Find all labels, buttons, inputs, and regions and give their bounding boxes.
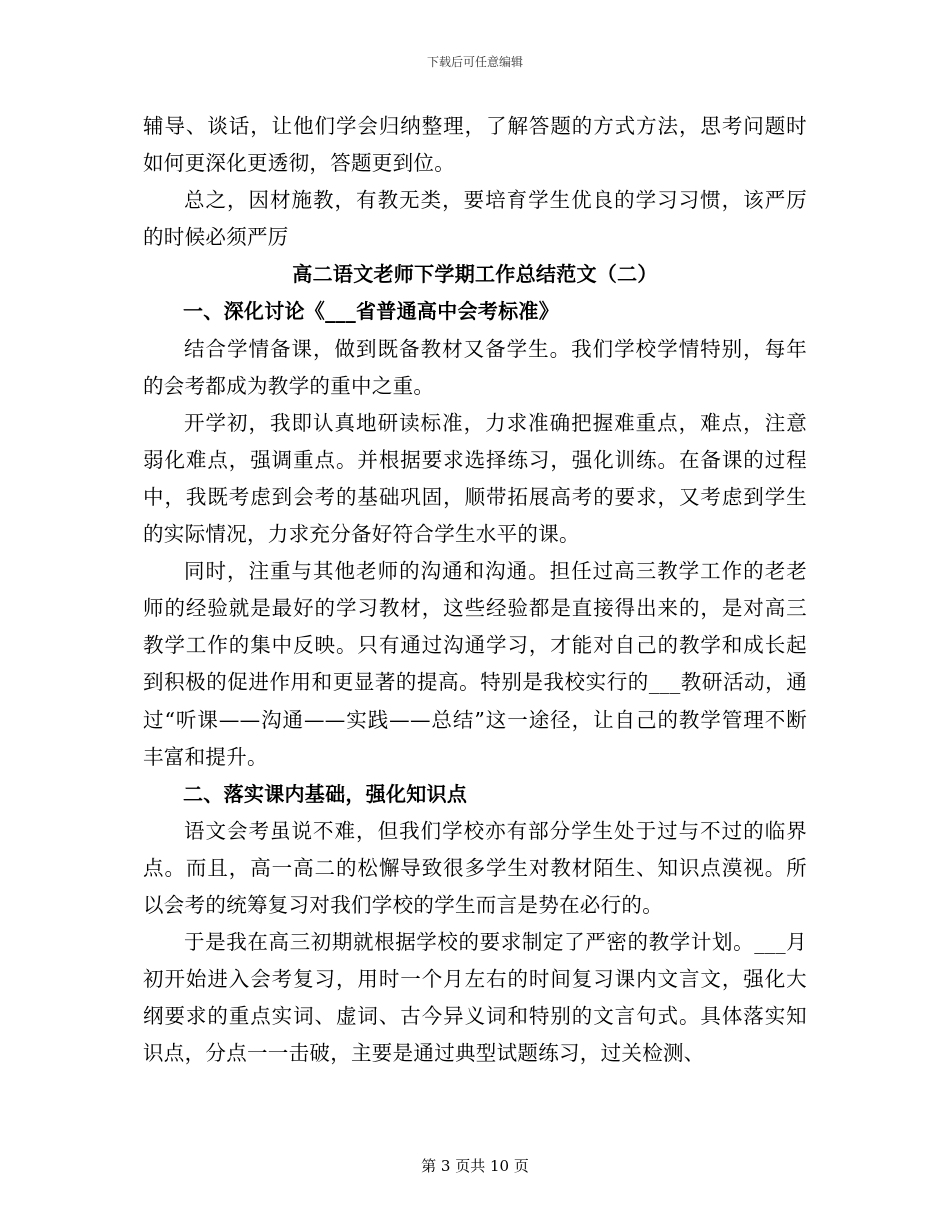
paragraph: 同时，注重与其他老师的沟通和沟通。担任过高三教学工作的老老师的经验就是最好的学习教材，这些经验都是直接得出来的，是对高三教学工作的集中反映。只有通过沟通学习，才能对自己的教学和成长起到积极的促进作用和更显著的提高。特别是我校实行的___教研活动，通过“听课——沟通——实践——总结”这一途径，让自己的教学管理不断丰富和提升。 [143, 559, 807, 769]
paragraph: 辅导、谈话，让他们学会归纳整理，了解答题的方式方法，思考问题时如何更深化更透彻，答题更到位。 [143, 114, 807, 176]
section-title: 高二语文老师下学期工作总结范文（二） [292, 262, 658, 287]
section-heading: 二、落实课内基础，强化知识点 [183, 781, 468, 806]
paragraph: 总之，因材施教，有教无类，要培育学生优良的学习习惯，该严厉的时候必须严厉 [143, 188, 807, 250]
paragraph: 开学初，我即认真地研读标准，力求准确把握难重点，难点，注意弱化难点，强调重点。并根据要求选择练习，强化训练。在备课的过程中，我既考虑到会考的基础巩固，顺带拓展高考的要求，又考虑到学生的实际情况，力求充分备好符合学生水平的课。 [143, 410, 807, 547]
paragraph: 结合学情备课，做到既备教材又备学生。我们学校学情特别，每年的会考都成为教学的重中之重。 [143, 336, 807, 398]
page-header: 下载后可任意编辑 [426, 55, 523, 69]
paragraph: 于是我在高三初期就根据学校的要求制定了严密的教学计划。___月初开始进入会考复习，用时一个月左右的时间复习课内文言文，强化大纲要求的重点实词、虚词、古今异义词和特别的文言句式。具体落实知识点，分点一一击破，主要是通过典型试题练习，过关检测、 [143, 930, 807, 1066]
document-body [143, 108, 807, 1072]
paragraph: 语文会考虽说不难，但我们学校亦有部分学生处于过与不过的临界点。而且，高一高二的松懈导致很多学生对教材陌生、知识点漠视。所以会考的统筹复习对我们学校的学生而言是势在必行的。 [143, 818, 807, 917]
page-footer: 第 3 页共 10 页 [421, 1157, 529, 1175]
section-heading: 一、深化讨论《___省普通高中会考标准》 [183, 299, 559, 324]
